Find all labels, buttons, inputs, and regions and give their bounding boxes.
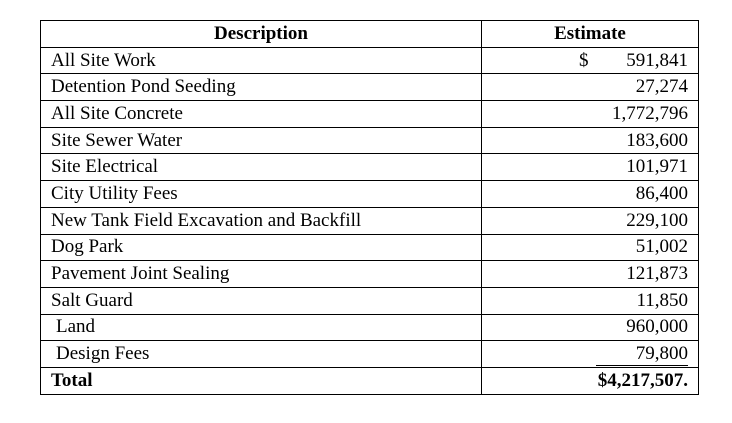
row-description: City Utility Fees	[41, 181, 482, 208]
row-estimate: 11,850	[482, 287, 699, 314]
table-row	[41, 74, 699, 101]
row-estimate-value: 591,841	[626, 49, 688, 71]
row-description: Dog Park	[41, 234, 482, 261]
table-row	[41, 287, 699, 314]
table-row	[41, 47, 699, 74]
row-estimate	[482, 47, 699, 74]
table-row	[41, 127, 699, 154]
total-row	[41, 367, 699, 394]
row-description: Design Fees	[41, 341, 482, 368]
row-estimate: 86,400	[482, 181, 699, 208]
table-row	[41, 154, 699, 181]
row-description: All Site Work	[41, 47, 482, 74]
row-estimate	[482, 341, 699, 368]
table-row	[41, 234, 699, 261]
table-row	[41, 261, 699, 288]
header-row	[41, 21, 699, 48]
table-row	[41, 181, 699, 208]
cost-estimate-table	[40, 20, 699, 395]
row-description: New Tank Field Excavation and Backfill	[41, 207, 482, 234]
row-estimate: 960,000	[482, 314, 699, 341]
row-description: Detention Pond Seeding	[41, 74, 482, 101]
row-estimate: 229,100	[482, 207, 699, 234]
currency-symbol: $	[579, 49, 589, 71]
header-description: Description	[41, 21, 482, 48]
header-estimate: Estimate	[482, 21, 699, 48]
row-estimate-value: 79,800	[596, 343, 688, 366]
row-estimate: 27,274	[482, 74, 699, 101]
row-estimate: 183,600	[482, 127, 699, 154]
row-estimate: 101,971	[482, 154, 699, 181]
row-estimate: 51,002	[482, 234, 699, 261]
row-description: Salt Guard	[41, 287, 482, 314]
row-description: Land	[41, 314, 482, 341]
row-estimate: 121,873	[482, 261, 699, 288]
total-value: $4,217,507.	[482, 367, 699, 394]
row-description: Pavement Joint Sealing	[41, 261, 482, 288]
row-description: All Site Concrete	[41, 101, 482, 128]
row-estimate: 1,772,796	[482, 101, 699, 128]
table-row	[41, 341, 699, 368]
row-description: Site Sewer Water	[41, 127, 482, 154]
table-row	[41, 207, 699, 234]
table-row	[41, 314, 699, 341]
table-row	[41, 101, 699, 128]
row-description: Site Electrical	[41, 154, 482, 181]
total-label: Total	[41, 367, 482, 394]
